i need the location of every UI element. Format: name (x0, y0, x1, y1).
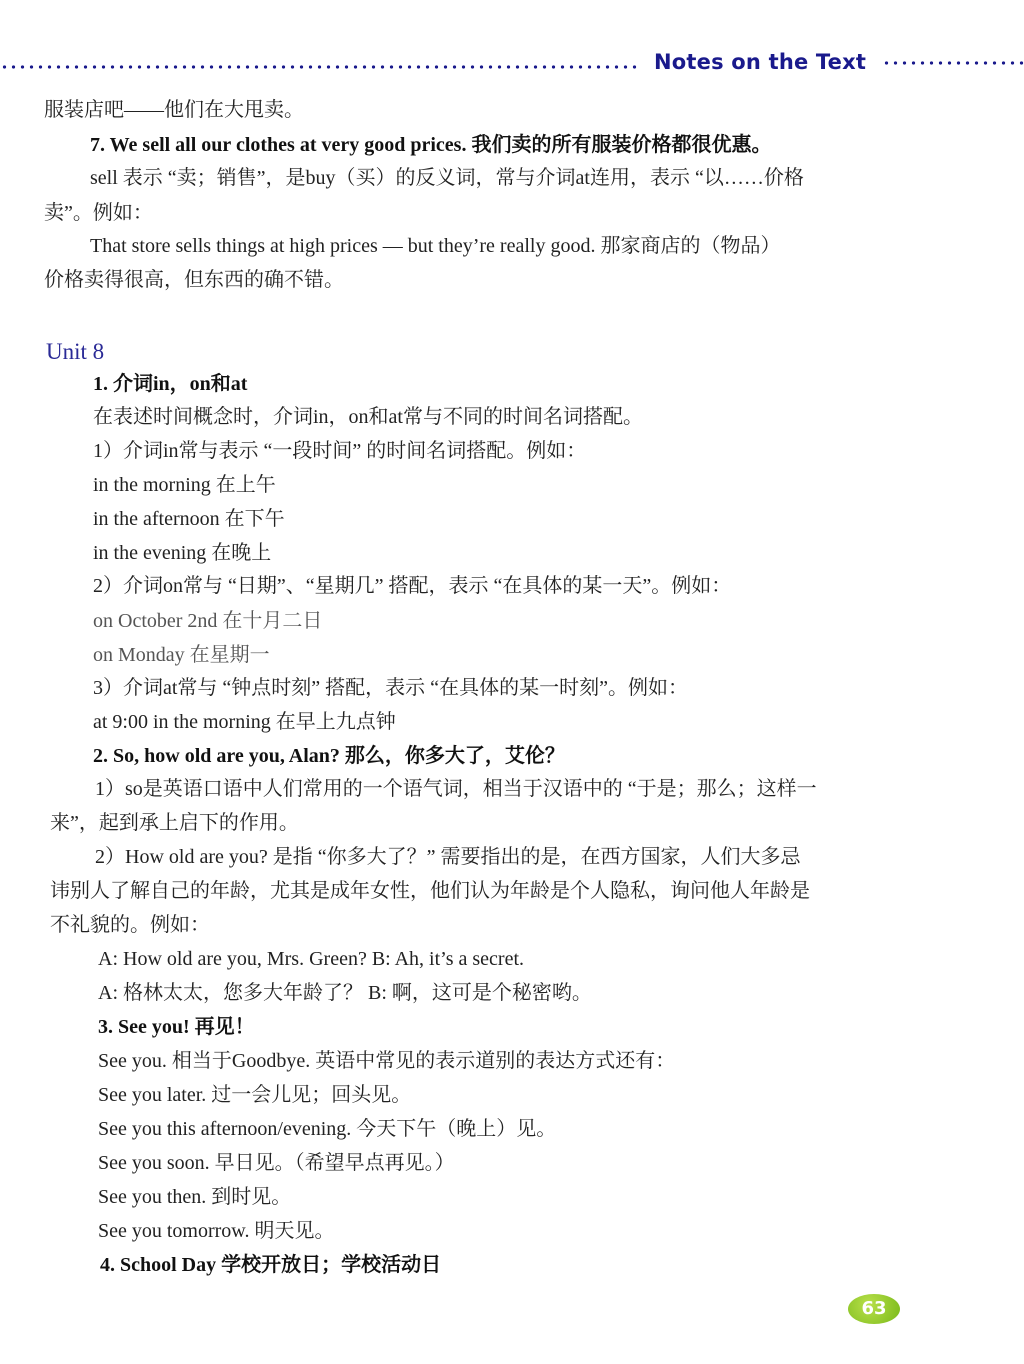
text-line: 2）How old are you? 是指 “你多大了？” 需要指出的是，在西方国家，人们大多忌 (95, 846, 801, 868)
dotted-rule-left (0, 65, 640, 69)
example-line: in the afternoon 在下午 (93, 508, 285, 530)
note-heading-4: 4. School Day 学校开放日；学校活动日 (100, 1254, 442, 1276)
text-line: 价格卖得很高，但东西的确不错。 (44, 269, 344, 291)
note-heading-2: 2. So, how old are you, Alan? 那么，你多大了，艾伦？ (93, 745, 565, 767)
text-line: 2）介词on常与 “日期”、“星期几” 搭配，表示 “在具体的某一天”。例如： (93, 575, 732, 597)
text-line: 讳别人了解自己的年龄，尤其是成年女性，他们认为年龄是个人隐私，询问他人年龄是 (50, 880, 810, 902)
example-line: on Monday 在星期一 (93, 644, 270, 666)
example-line: in the morning 在上午 (93, 474, 276, 496)
example-line: See you tomorrow. 明天见。 (98, 1220, 335, 1242)
example-line: See you soon. 早日见。（希望早点再见。） (98, 1152, 455, 1174)
text-line: 1）介词in常与表示 “一段时间” 的时间名词搭配。例如： (93, 440, 587, 462)
example-line: See you later. 过一会儿见；回头见。 (98, 1084, 412, 1106)
unit-heading: Unit 8 (46, 339, 105, 364)
example-line: in the evening 在晚上 (93, 542, 272, 564)
text-line: sell 表示 “卖；销售”，是buy（买）的反义词，常与介词at连用，表示 “以……价格 (90, 167, 804, 189)
example-line: See you this afternoon/evening. 今天下午（晚上）见。 (98, 1118, 557, 1140)
note-heading-7: 7. We sell all our clothes at very good prices. 我们卖的所有服装价格都很优惠。 (90, 134, 772, 156)
note-heading-3: 3. See you! 再见！ (98, 1016, 255, 1038)
text-line: 在表述时间概念时，介词in，on和at常与不同的时间名词搭配。 (93, 406, 643, 428)
running-header (0, 50, 1024, 80)
example-line: See you then. 到时见。 (98, 1186, 292, 1208)
header-title: Notes on the Text (654, 50, 867, 74)
example-line: That store sells things at high prices — but they’re really good. 那家商店的（物品） (90, 235, 781, 257)
example-line: A: 格林太太，您多大年龄了？ B: 啊，这可是个秘密哟。 (98, 982, 592, 1004)
dotted-rule-right (882, 61, 1024, 65)
page-number-badge: 63 (848, 1294, 900, 1324)
example-line: at 9:00 in the morning 在早上九点钟 (93, 711, 396, 733)
text-line: 不礼貌的。例如： (50, 914, 210, 936)
text-line: 来”，起到承上启下的作用。 (50, 812, 299, 834)
text-line: 1）so是英语口语中人们常用的一个语气词，相当于汉语中的 “于是；那么；这样一 (95, 778, 817, 800)
text-line: 3）介词at常与 “钟点时刻” 搭配，表示 “在具体的某一时刻”。例如： (93, 677, 688, 699)
example-line: on October 2nd 在十月二日 (93, 610, 323, 632)
note-heading-1: 1. 介词in，on和at (93, 373, 248, 395)
text-line: 服装店吧——他们在大甩卖。 (44, 99, 304, 121)
example-line: A: How old are you, Mrs. Green? B: Ah, it’s a secret. (98, 948, 525, 970)
text-line: See you. 相当于Goodbye. 英语中常见的表示道别的表达方式还有： (98, 1050, 676, 1072)
text-line: 卖”。例如： (44, 202, 153, 224)
